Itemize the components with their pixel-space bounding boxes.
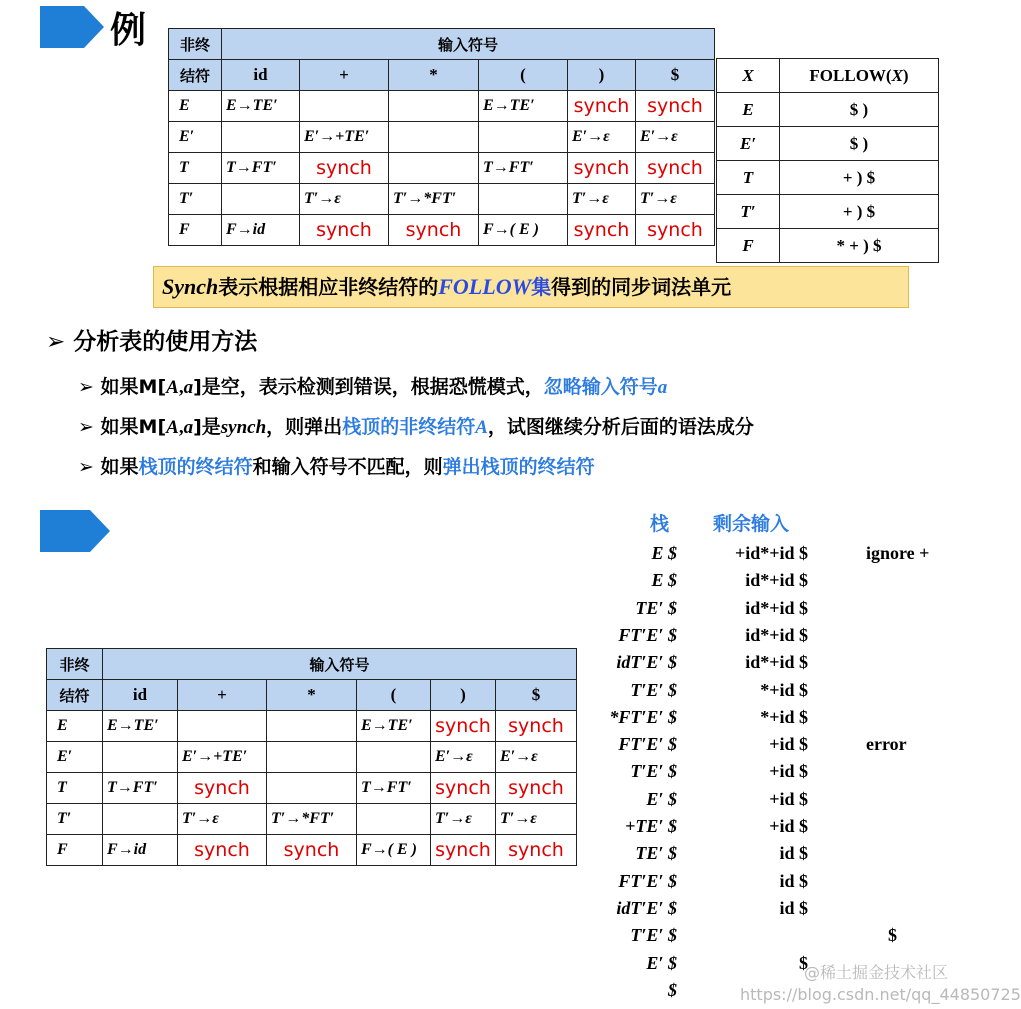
production-cell: E′→ε [431,742,496,773]
nonterminal-cell: T [47,773,103,804]
follow-nonterminal: F [717,229,780,263]
production-cell: E→TE′ [103,711,178,742]
watermark-line-2: https://blog.csdn.net/qq_44850725 [740,985,1021,1004]
parse-header-row-1 [47,649,577,680]
trace-input-cell: *+id $ [760,706,808,727]
b2-i: A [475,417,488,438]
b1-g: a [657,377,668,398]
production-cell [389,91,479,122]
bullet-arrow-icon: ➢ [78,376,101,398]
section-arrow-banner-bottom [40,510,110,552]
b2-g: ，则弹出 [266,416,343,438]
production-cell: E→TE′ [222,91,300,122]
follow-row [717,127,939,161]
follow-row [717,93,939,127]
follow-table [716,58,939,263]
production-cell [389,153,479,184]
trace-stack-header: 栈 [650,513,670,535]
note-set-word: 集 [531,275,552,299]
bullet-arrow-icon: ➢ [46,329,74,355]
synch-cell: synch [389,215,479,246]
production-cell: E′→ε [568,122,636,153]
synch-cell: synch [300,215,389,246]
trace-stack-cell: TE′ $ [635,597,677,618]
synch-cell: synch [496,835,577,866]
trace-input-cell: id $ [779,870,808,891]
corner-cell-top: 非终 [47,649,103,680]
parse-table-row [169,184,715,215]
production-cell [300,91,389,122]
production-cell: T→FT′ [357,773,431,804]
b3-b: 栈顶的终结符 [138,456,253,478]
production-cell: T′→ε [178,804,267,835]
trace-action-cell: error [866,734,907,755]
corner-cell-top: 非终 [169,29,222,60]
production-cell: E′→ε [636,122,715,153]
synch-cell: synch [496,711,577,742]
follow-row [717,195,939,229]
production-cell: E→TE′ [479,91,568,122]
trace-input-cell: *+id $ [760,679,808,700]
synch-cell: synch [267,835,357,866]
production-cell: T′→*FT′ [389,184,479,215]
parse-header-row-1 [169,29,715,60]
production-cell: T→FT′ [222,153,300,184]
trace-input-cell: +id*+id $ [734,543,808,563]
trace-stack-cell: *FT′E′ $ [609,706,677,727]
b2-h: 栈顶的非终结符 [342,416,476,438]
production-cell: E′→+TE′ [178,742,267,773]
follow-nonterminal: T′ [717,195,780,229]
parse-table-row [47,835,577,866]
trace-input-cell: +id $ [769,816,808,836]
symbol-header-cell: * [267,680,357,711]
trace-stack-cell: E′ $ [646,788,677,809]
symbol-header-cell: * [389,60,479,91]
follow-set: $ ) [780,127,939,161]
follow-set: + ) $ [780,161,939,195]
production-cell [357,742,431,773]
symbol-header-cell: id [103,680,178,711]
trace-input-cell: +id $ [769,788,808,809]
trace-stack-cell: E′ $ [646,952,677,973]
input-symbols-header: 输入符号 [103,649,577,680]
trace-action-cell: $ [888,925,897,946]
trace-input-cell: $ [799,952,808,973]
synch-cell: synch [568,215,636,246]
watermark [740,962,1021,1006]
symbol-header-cell: id [222,60,300,91]
production-cell [479,122,568,153]
production-cell [267,711,357,742]
trace-stack-cell: idT′E′ $ [616,652,677,673]
trace-input-cell: id $ [779,897,808,918]
trace-input-cell: id*+id $ [745,624,808,645]
b2-c: , [178,417,184,438]
corner-cell-bottom: 结符 [169,60,222,91]
follow-nonterminal: E′ [717,127,780,161]
parse-table-row [169,122,715,153]
synch-cell: synch [568,91,636,122]
production-cell [267,773,357,804]
follow-nonterminal: E [717,93,780,127]
nonterminal-cell: F [169,215,222,246]
parse-table-row [47,804,577,835]
watermark-line-1: @稀土掘金技术社区 [804,963,949,982]
follow-nonterminal: T [717,161,780,195]
production-cell [479,184,568,215]
usage-bullet-1 [78,372,667,399]
trace-stack-cell: T′E′ $ [630,761,677,782]
note-synch-word: Synch [162,274,219,299]
b2-e: ]是 [193,416,221,438]
parse-table-top [168,28,715,246]
synch-cell: synch [431,711,496,742]
trace-action-cell: ignore + [866,543,930,563]
bullet-arrow-icon: ➢ [78,456,101,478]
symbol-header-cell: $ [636,60,715,91]
parse-header-row-2 [169,60,715,91]
trace-stack-cell: T′E′ $ [630,925,677,946]
b1-a: 如果M[ [100,376,167,398]
nonterminal-cell: T [169,153,222,184]
production-cell: F→id [103,835,178,866]
follow-header-x: X [717,59,780,93]
trace-input-cell: id*+id $ [745,652,808,673]
synch-cell: synch [568,153,636,184]
trace-stack-cell: FT′E′ $ [618,870,677,891]
b2-b: A [166,417,179,438]
production-cell: T→FT′ [479,153,568,184]
corner-cell-bottom: 结符 [47,680,103,711]
note-follow-word: FOLLOW [438,274,532,299]
trace-stack-cell: FT′E′ $ [618,734,677,755]
b1-c: , [178,377,184,398]
trace-stack-cell: E $ [651,570,677,591]
b1-e: ]是空，表示检测到错误，根据恐慌模式， [193,376,544,398]
production-cell: T′→ε [568,184,636,215]
parse-table-row [47,742,577,773]
trace-stack-cell: idT′E′ $ [616,897,677,918]
parse-header-row-2 [47,680,577,711]
symbol-header-cell: + [300,60,389,91]
production-cell: T′→ε [300,184,389,215]
b3-d: 弹出栈顶的终结符 [442,456,595,478]
follow-set: + ) $ [780,195,939,229]
parse-table-row [47,773,577,804]
symbol-header-cell: ( [357,680,431,711]
nonterminal-cell: T′ [47,804,103,835]
trace-stack-cell: T′E′ $ [630,679,677,700]
synch-cell: synch [300,153,389,184]
parse-table-row [47,711,577,742]
trace-stack-cell: +TE′ $ [625,816,677,836]
production-cell [222,122,300,153]
production-cell: F→( E ) [479,215,568,246]
parse-table-row [169,153,715,184]
production-cell [222,184,300,215]
b1-b: A [166,377,179,398]
synch-note [153,266,909,308]
b2-j: ，试图继续分析后面的语法成分 [487,416,754,438]
production-cell [178,711,267,742]
follow-row [717,229,939,263]
symbol-header-cell: + [178,680,267,711]
nonterminal-cell: E [47,711,103,742]
production-cell [389,122,479,153]
production-cell: T′→ε [496,804,577,835]
follow-set: * + ) $ [780,229,939,263]
follow-set: $ ) [780,93,939,127]
production-cell [357,804,431,835]
production-cell: F→( E ) [357,835,431,866]
usage-title [46,323,257,356]
note-text-1: 表示根据相应非终结符的 [218,275,439,299]
trace-input-cell: id*+id $ [745,570,808,591]
trace-input-header: 剩余输入 [713,513,790,535]
example-heading: 例 [110,10,147,51]
production-cell [103,804,178,835]
trace-stack-cell: $ [668,979,677,1000]
b2-f: synch [220,417,267,438]
production-cell: T′→ε [431,804,496,835]
trace-input-cell: +id $ [769,734,808,755]
nonterminal-cell: T′ [169,184,222,215]
production-cell: T′→ε [636,184,715,215]
input-symbols-header: 输入符号 [222,29,715,60]
follow-header-follow: FOLLOW(X) [780,59,939,93]
production-cell [267,742,357,773]
symbol-header-cell: ) [568,60,636,91]
b1-f: 忽略输入符号 [543,376,658,398]
synch-cell: synch [178,835,267,866]
trace-input-cell: id $ [779,843,808,864]
parse-table-row [169,91,715,122]
trace-stack-cell: E $ [651,543,677,563]
synch-cell: synch [636,215,715,246]
trace-input-cell: +id $ [769,761,808,782]
production-cell: E→TE′ [357,711,431,742]
nonterminal-cell: F [47,835,103,866]
synch-cell: synch [431,773,496,804]
usage-title-text: 分析表的使用方法 [73,329,258,355]
trace-input-cell: id*+id $ [745,597,808,618]
nonterminal-cell: E [169,91,222,122]
parse-table-bottom [46,648,577,866]
b3-c: 和输入符号不匹配，则 [252,456,443,478]
nonterminal-cell: E′ [47,742,103,773]
section-arrow-banner-top [40,6,104,48]
trace-stack-cell: TE′ $ [635,843,677,864]
nonterminal-cell: E′ [169,122,222,153]
production-cell: T→FT′ [103,773,178,804]
follow-header-row [717,59,939,93]
note-text-2: 得到的同步词法单元 [551,275,732,299]
trace-stack-cell: FT′E′ $ [618,624,677,645]
production-cell: E′→+TE′ [300,122,389,153]
bullet-arrow-icon: ➢ [78,416,101,438]
symbol-header-cell: $ [496,680,577,711]
symbol-header-cell: ( [479,60,568,91]
production-cell: T′→*FT′ [267,804,357,835]
b2-d: a [183,417,194,438]
parse-table-row [169,215,715,246]
synch-cell: synch [636,91,715,122]
synch-cell: synch [636,153,715,184]
symbol-header-cell: ) [431,680,496,711]
production-cell: F→id [222,215,300,246]
b1-d: a [183,377,194,398]
production-cell [103,742,178,773]
production-cell: E′→ε [496,742,577,773]
usage-bullet-2 [78,412,754,439]
b3-a: 如果 [100,456,139,478]
follow-row [717,161,939,195]
synch-cell: synch [496,773,577,804]
synch-cell: synch [178,773,267,804]
usage-bullet-3 [78,452,595,479]
synch-cell: synch [431,835,496,866]
b2-a: 如果M[ [100,416,167,438]
